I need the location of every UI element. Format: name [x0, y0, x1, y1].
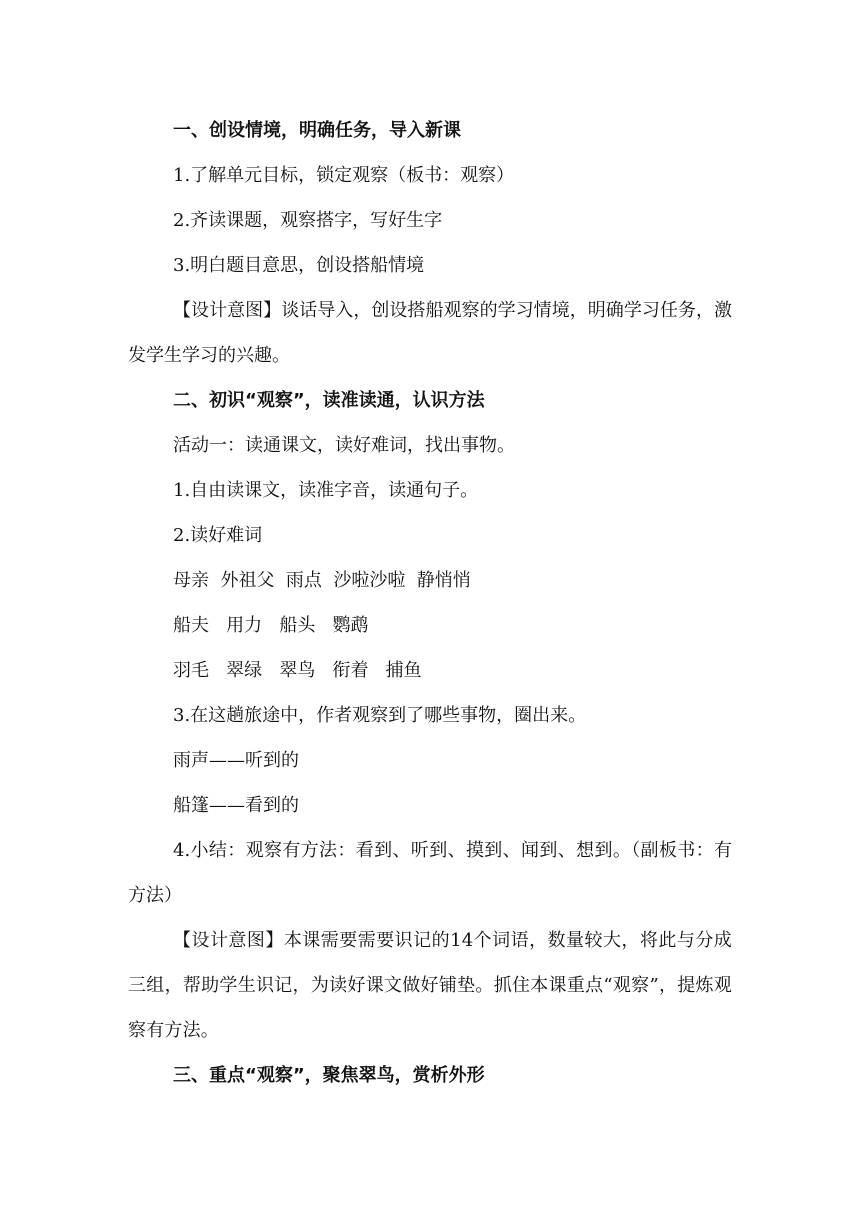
list-item: 3.在这趟旅途中，作者观察到了哪些事物，圈出来。 — [173, 705, 587, 726]
word-group: 船夫 用力 船头 鹦鹉 — [173, 615, 369, 636]
word-group: 母亲 外祖父 雨点 沙啦沙啦 静悄悄 — [173, 570, 471, 591]
list-item: 3.明白题目意思，创设搭船情境 — [173, 255, 425, 276]
list-item: 1.了解单元目标，锁定观察（板书：观察） — [173, 165, 515, 186]
observation-line: 雨声——听到的 — [173, 750, 299, 771]
word-group: 羽毛 翠绿 翠鸟 衔着 捕鱼 — [173, 660, 422, 681]
summary-paragraph: 4.小结：观察有方法：看到、听到、摸到、闻到、想到。（副板书：有方法） — [128, 840, 732, 906]
list-item: 1.自由读课文，读准字音，读通句子。 — [173, 480, 479, 501]
activity-line: 活动一：读通课文，读好难词，找出事物。 — [173, 435, 515, 456]
observation-line: 船篷——看到的 — [173, 795, 299, 816]
design-intent-paragraph: 【设计意图】本课需要需要识记的14个词语，数量较大，将此与分成三组，帮助学生识记，为读好课文做好铺垫。抓住本课重点“观察”，提炼观察有方法。 — [128, 930, 732, 1041]
section-heading-1: 一、创设情境，明确任务，导入新课 — [173, 120, 461, 141]
design-intent-paragraph: 【设计意图】谈话导入，创设搭船观察的学习情境，明确学习任务，激发学生学习的兴趣。 — [128, 300, 732, 366]
section-heading-3: 三、重点“观察”，聚焦翠鸟，赏析外形 — [173, 1065, 485, 1086]
document-body — [128, 108, 732, 1098]
section-heading-2: 二、初识“观察”，读准读通，认识方法 — [173, 390, 485, 411]
list-item: 2.读好难词 — [173, 525, 263, 546]
list-item: 2.齐读课题，观察搭字，写好生字 — [173, 210, 443, 231]
